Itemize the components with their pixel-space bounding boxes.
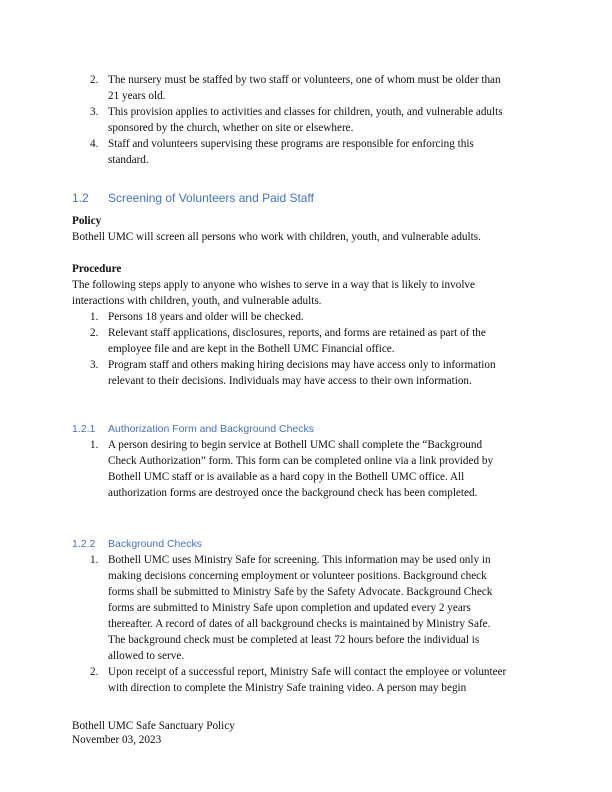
- procedure-intro: [72, 277, 552, 309]
- section-heading-1-2-1: [72, 421, 532, 435]
- list-text-line: Program staff and others making hiring decisions may have access only to information: [108, 359, 496, 371]
- page-footer: [72, 720, 235, 747]
- list-item: [90, 325, 550, 357]
- list-number: 3.: [90, 106, 99, 118]
- footer-date: November 03, 2023: [72, 733, 162, 746]
- list-text-line: The background check must be completed at least 72 hours before the individual is: [108, 634, 480, 646]
- list-text-line: Bothell UMC uses Ministry Safe for screening. This information may be used only in: [108, 554, 491, 566]
- list-text-line: sponsored by the church, whether on site or elsewhere.: [108, 122, 354, 134]
- list-item: [90, 104, 550, 136]
- list-text-line: 21 years old.: [108, 90, 166, 102]
- procedure-text-line: interactions with children, youth, and vulnerable adults.: [72, 295, 322, 307]
- list-item: [90, 437, 550, 501]
- section-number: 1.2.2: [72, 538, 96, 550]
- list-text-line: employee file and are kept in the Bothell UMC Financial office.: [108, 343, 395, 355]
- section-heading-1-2-2: [72, 536, 532, 550]
- list-text-line: authorization forms are destroyed once the background check has been completed.: [108, 487, 478, 499]
- list-number: 1.: [90, 439, 99, 451]
- list-number: 2.: [90, 327, 99, 339]
- policy-label: Policy: [72, 215, 102, 227]
- list-text-line: Staff and volunteers supervising these programs are responsible for enforcing this: [108, 138, 474, 150]
- list-number: 3.: [90, 359, 99, 371]
- list-text-line: Relevant staff applications, disclosures, reports, and forms are retained as part of the: [108, 327, 486, 339]
- list-text-line: Bothell UMC staff or is available as a hard copy in the Bothell UMC office. All: [108, 471, 465, 483]
- list-text-line: relevant to their decisions. Individuals may have access to their own information.: [108, 375, 472, 387]
- policy-text: Bothell UMC will screen all persons who work with children, youth, and vulnerable adults.: [72, 231, 481, 243]
- section-title: Authorization Form and Background Checks: [108, 423, 315, 435]
- list-item: [90, 136, 550, 168]
- section-number: 1.2: [72, 191, 89, 205]
- section-heading-1-2: [72, 190, 532, 206]
- list-text-line: standard.: [108, 154, 149, 166]
- list-item: [90, 552, 550, 664]
- section-title: Background Checks: [108, 538, 202, 550]
- list-text-line: thereafter. A record of dates of all background checks is maintained by Ministry Safe.: [108, 618, 491, 630]
- list-text-line: allowed to serve.: [108, 650, 185, 662]
- list-number: 1.: [90, 311, 99, 323]
- list-text-line: Persons 18 years and older will be checked.: [108, 311, 304, 323]
- list-number: 4.: [90, 138, 99, 150]
- footer-title: Bothell UMC Safe Sanctuary Policy: [72, 720, 235, 732]
- section-number: 1.2.1: [72, 423, 96, 435]
- list-text-line: The nursery must be staffed by two staff or volunteers, one of whom must be older than: [108, 74, 501, 86]
- section-title: Screening of Volunteers and Paid Staff: [108, 191, 314, 205]
- procedure-label: Procedure: [72, 263, 122, 275]
- list-text-line: making decisions concerning employment or volunteer positions. Background check: [108, 570, 487, 582]
- procedure-text-line: The following steps apply to anyone who wishes to serve in a way that is likely to involve: [72, 279, 475, 291]
- list-text-line: This provision applies to activities and classes for children, youth, and vulnerable adults: [108, 106, 503, 118]
- list-number: 1.: [90, 554, 99, 566]
- list-number: 2.: [90, 666, 99, 678]
- list-text-line: forms shall be submitted to Ministry Safe by the Safety Advocate. Background Check: [108, 586, 493, 598]
- list-number: 2.: [90, 74, 99, 86]
- list-text-line: forms are submitted to Ministry Safe upon completion and updated every 2 years: [108, 602, 471, 614]
- list-item: [90, 309, 550, 325]
- list-text-line: A person desiring to begin service at Bothell UMC shall complete the “Background: [108, 439, 483, 451]
- list-item: [90, 357, 550, 389]
- list-text-line: with direction to complete the Ministry Safe training video. A person may begin: [108, 682, 467, 694]
- list-text-line: Check Authorization” form. This form can be completed online via a link provided by: [108, 455, 494, 467]
- list-item: [90, 664, 550, 696]
- list-item: [90, 72, 550, 104]
- list-text-line: Upon receipt of a successful report, Ministry Safe will contact the employee or volunteer: [108, 666, 507, 678]
